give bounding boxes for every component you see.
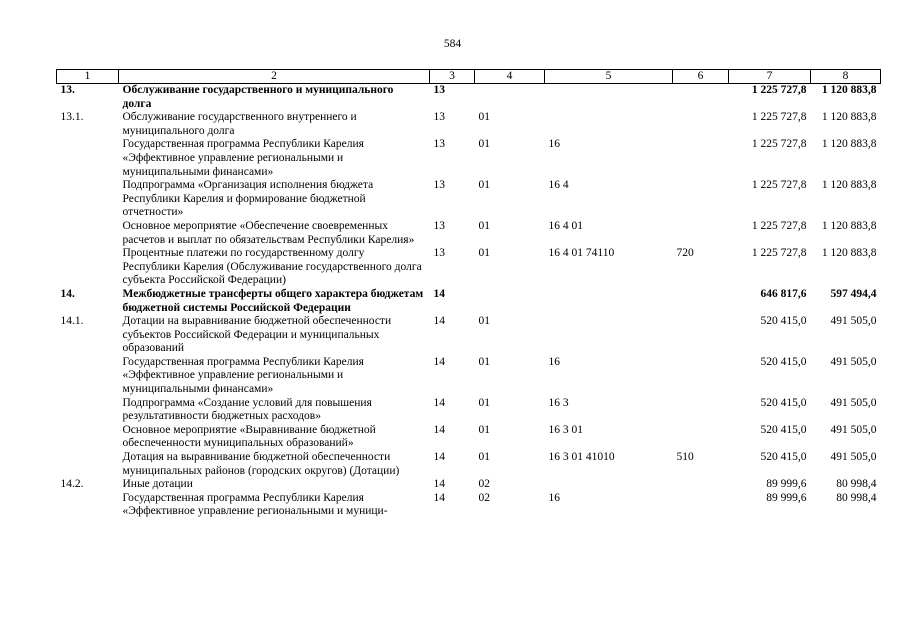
target-article-code xyxy=(545,478,673,492)
subsection-code: 01 xyxy=(478,219,490,232)
table-row xyxy=(57,288,881,315)
table-row xyxy=(57,451,881,478)
amount-year-1: 520 415,0 xyxy=(760,315,807,328)
row-name: Государственная программа Республики Карелия «Эффективное управление региональными и муници- xyxy=(122,491,388,518)
row-number xyxy=(57,220,119,247)
table-row xyxy=(57,397,881,424)
amount-year-2: 80 998,4 xyxy=(836,491,877,504)
section-code: 14 xyxy=(433,315,445,328)
target-article-code: 16 3 xyxy=(548,396,569,409)
subsection-code: 02 xyxy=(478,478,490,491)
expense-type-code xyxy=(673,84,729,112)
expense-type-code: 510 xyxy=(676,451,694,464)
amount-year-1: 646 817,6 xyxy=(760,287,807,300)
section-code: 13 xyxy=(433,138,445,151)
expense-type-code xyxy=(673,424,729,451)
row-name: Подпрограмма «Создание условий для повышения результативности бюджетных расходов» xyxy=(122,396,372,423)
expense-type-code xyxy=(673,138,729,179)
column-header: 6 xyxy=(673,70,729,84)
amount-year-1: 89 999,6 xyxy=(766,478,807,491)
table-row xyxy=(57,247,881,288)
amount-year-2: 491 505,0 xyxy=(830,451,877,464)
amount-year-2: 1 120 883,8 xyxy=(821,111,877,124)
expense-type-code xyxy=(673,179,729,220)
row-number xyxy=(57,397,119,424)
amount-year-1: 1 225 727,8 xyxy=(751,84,807,96)
budget-table xyxy=(56,69,881,519)
amount-year-2: 491 505,0 xyxy=(830,315,877,328)
row-name: Основное мероприятие «Обеспечение своевременных расчетов и выплат по обязательствам Республики Карелия» xyxy=(122,219,415,246)
target-article-code xyxy=(545,288,673,315)
table-row xyxy=(57,424,881,451)
expense-type-code xyxy=(673,397,729,424)
subsection-code: 01 xyxy=(478,111,490,124)
amount-year-2: 491 505,0 xyxy=(830,355,877,368)
table-row xyxy=(57,315,881,356)
column-header: 2 xyxy=(119,70,430,84)
row-name: Межбюджетные трансферты общего характера бюджетам бюджетной системы Российской Федерации xyxy=(122,287,424,314)
amount-year-2: 80 998,4 xyxy=(836,478,877,491)
target-article-code: 16 4 xyxy=(548,179,569,192)
expense-type-code xyxy=(673,356,729,397)
target-article-code: 16 xyxy=(548,138,560,151)
column-header: 7 xyxy=(729,70,811,84)
amount-year-2: 1 120 883,8 xyxy=(821,247,877,260)
expense-type-code xyxy=(673,288,729,315)
column-header: 4 xyxy=(475,70,545,84)
amount-year-1: 1 225 727,8 xyxy=(751,219,807,232)
expense-type-code: 720 xyxy=(676,247,694,260)
row-number xyxy=(57,247,119,288)
amount-year-2: 491 505,0 xyxy=(830,396,877,409)
subsection-code: 01 xyxy=(478,315,490,328)
row-number xyxy=(57,179,119,220)
table-header-row xyxy=(57,70,881,84)
expense-type-code xyxy=(673,478,729,492)
target-article-code: 16 3 01 41010 xyxy=(548,451,615,464)
amount-year-1: 89 999,6 xyxy=(766,491,807,504)
table-row xyxy=(57,356,881,397)
amount-year-2: 1 120 883,8 xyxy=(821,84,877,96)
subsection-code: 02 xyxy=(478,491,490,504)
table-row xyxy=(57,111,881,138)
amount-year-1: 1 225 727,8 xyxy=(751,247,807,260)
row-name: Государственная программа Республики Карелия «Эффективное управление региональными и муниципальными финансами» xyxy=(122,355,364,396)
section-code: 14 xyxy=(433,491,445,504)
row-number xyxy=(57,492,119,519)
amount-year-2: 597 494,4 xyxy=(830,287,877,300)
target-article-code: 16 4 01 74110 xyxy=(548,247,615,260)
expense-type-code xyxy=(673,111,729,138)
expense-type-code xyxy=(673,315,729,356)
row-name: Обслуживание государственного и муниципального долга xyxy=(122,84,394,110)
row-name: Государственная программа Республики Карелия «Эффективное управление региональными и муниципальными финансами» xyxy=(122,138,364,178)
target-article-code xyxy=(545,111,673,138)
target-article-code: 16 xyxy=(548,491,560,504)
row-number xyxy=(57,424,119,451)
page-number: 584 xyxy=(443,38,462,50)
section-code: 13 xyxy=(433,179,445,192)
subsection-code: 01 xyxy=(478,247,490,260)
table-row xyxy=(57,492,881,519)
section-code: 13 xyxy=(433,111,445,124)
section-code: 14 xyxy=(433,423,445,436)
amount-year-1: 520 415,0 xyxy=(760,396,807,409)
subsection-code: 01 xyxy=(478,355,490,368)
row-number: 14.1. xyxy=(60,315,84,328)
table-row xyxy=(57,220,881,247)
section-code: 14 xyxy=(433,396,445,409)
table-body xyxy=(57,84,881,520)
row-number: 13. xyxy=(60,84,75,96)
expense-type-code xyxy=(673,220,729,247)
amount-year-2: 1 120 883,8 xyxy=(821,179,877,192)
row-number: 13.1. xyxy=(60,111,84,124)
amount-year-1: 520 415,0 xyxy=(760,423,807,436)
row-name: Дотации на выравнивание бюджетной обеспеченности субъектов Российской Федерации и муниципальных образований xyxy=(122,315,392,355)
row-name: Подпрограмма «Организация исполнения бюджета Республики Карелия и формирование бюджетной отчетности» xyxy=(122,179,374,219)
section-code: 13 xyxy=(433,219,445,232)
section-code: 14 xyxy=(433,478,445,491)
amount-year-1: 1 225 727,8 xyxy=(751,138,807,151)
subsection-code xyxy=(475,84,545,112)
row-number xyxy=(57,451,119,478)
row-number xyxy=(57,138,119,179)
amount-year-1: 520 415,0 xyxy=(760,451,807,464)
row-name: Дотация на выравнивание бюджетной обеспеченности муниципальных районов (городских округов) (Дотации) xyxy=(122,451,400,477)
section-code: 13 xyxy=(433,84,445,96)
section-code: 13 xyxy=(433,247,445,260)
column-header: 8 xyxy=(811,70,881,84)
amount-year-2: 1 120 883,8 xyxy=(821,138,877,151)
target-article-code: 16 3 01 xyxy=(548,423,583,436)
row-number: 14. xyxy=(60,287,75,300)
amount-year-2: 1 120 883,8 xyxy=(821,219,877,232)
section-code: 14 xyxy=(433,451,445,464)
table-row xyxy=(57,478,881,492)
subsection-code: 01 xyxy=(478,396,490,409)
subsection-code: 01 xyxy=(478,138,490,151)
row-number: 14.2. xyxy=(60,478,84,491)
subsection-code xyxy=(475,288,545,315)
column-header: 3 xyxy=(430,70,475,84)
row-name: Иные дотации xyxy=(122,478,193,491)
subsection-code: 01 xyxy=(478,451,490,464)
subsection-code: 01 xyxy=(478,423,490,436)
target-article-code: 16 4 01 xyxy=(548,219,583,232)
row-number xyxy=(57,356,119,397)
column-header: 1 xyxy=(57,70,119,84)
amount-year-2: 491 505,0 xyxy=(830,423,877,436)
amount-year-1: 1 225 727,8 xyxy=(751,179,807,192)
row-name: Процентные платежи по государственному долгу Республики Карелия (Обслуживание государственного долга субъекта Российской Федерации) xyxy=(122,247,422,287)
expense-type-code xyxy=(673,492,729,519)
target-article-code xyxy=(545,84,673,112)
table-row xyxy=(57,179,881,220)
column-header: 5 xyxy=(545,70,673,84)
target-article-code xyxy=(545,315,673,356)
table-row xyxy=(57,84,881,112)
amount-year-1: 1 225 727,8 xyxy=(751,111,807,124)
section-code: 14 xyxy=(433,287,445,300)
amount-year-1: 520 415,0 xyxy=(760,355,807,368)
row-name: Обслуживание государственного внутреннего и муниципального долга xyxy=(122,111,357,137)
target-article-code: 16 xyxy=(548,355,560,368)
subsection-code: 01 xyxy=(478,179,490,192)
section-code: 14 xyxy=(433,355,445,368)
table-row xyxy=(57,138,881,179)
row-name: Основное мероприятие «Выравнивание бюджетной обеспеченности муниципальных образований» xyxy=(122,423,376,450)
